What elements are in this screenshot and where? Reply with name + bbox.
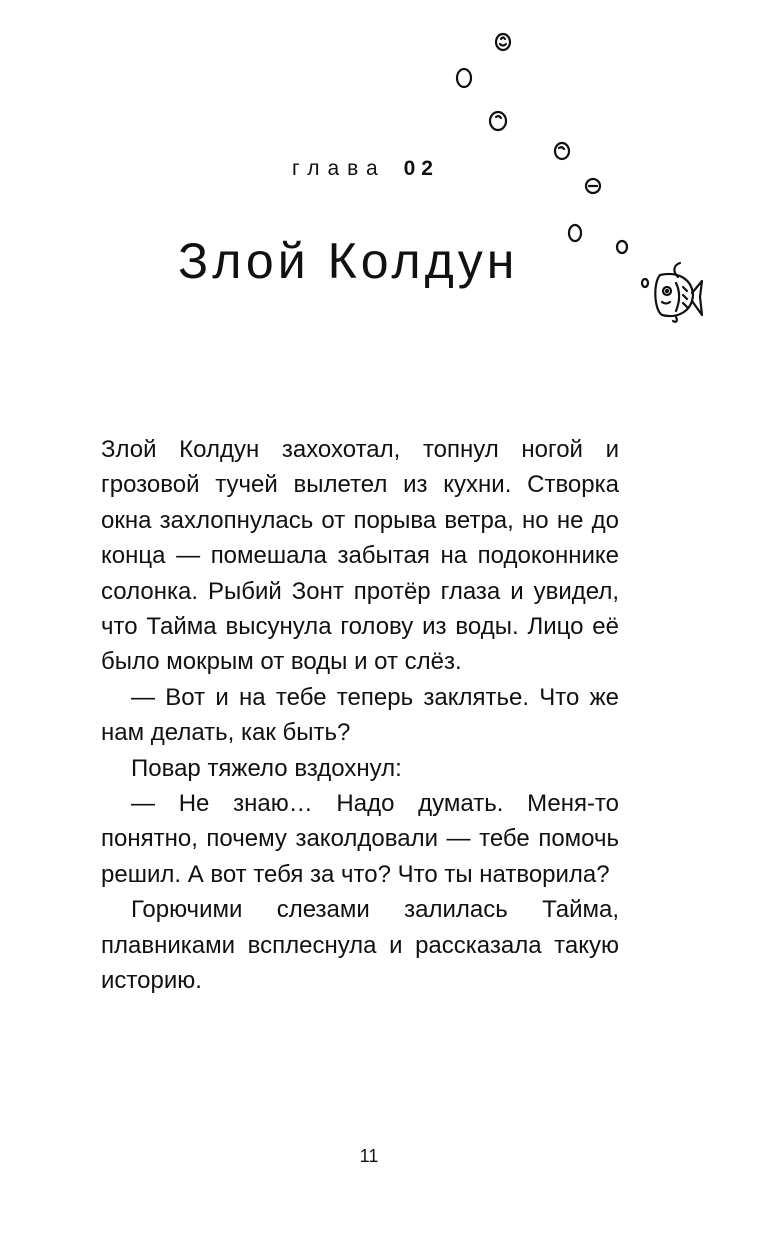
chapter-label [292, 157, 439, 181]
paragraph: Горючими слезами залилась Тайма, плавниками всплеснула и рассказала такую историю. [101, 896, 619, 995]
fish-bubbles-illustration [440, 25, 710, 325]
paragraph: Повар тяжело вздохнул: [131, 754, 402, 782]
paragraph: — Вот и на тебе теперь заклятье. Что же нам делать, как быть? [101, 683, 619, 747]
paragraph: Злой Колдун захохотал, топнул ногой и грозовой тучей вылетел из кухни. Створка окна захлопнулась от порыва ветра, но не до конца — помешала забытая на подоконнике солонка. Рыбий Зонт протёр глаза и увидел, что Тайма высунула голову из воды. Лицо её было мокрым от воды и от слёз. [101, 436, 619, 676]
chapter-word: глава [292, 157, 386, 180]
paragraph: — Не знаю… Надо думать. Меня-то понятно, почему заколдовали — тебе помочь решил. А вот тебя за что? Что ты натворила? [101, 790, 619, 888]
chapter-number: 02 [403, 157, 439, 180]
fish-icon [655, 263, 702, 322]
chapter-title: Злой Колдун [178, 233, 519, 289]
page-number: 11 [359, 1146, 379, 1166]
bubbles-icon [457, 34, 648, 287]
chapter-body [101, 432, 619, 999]
